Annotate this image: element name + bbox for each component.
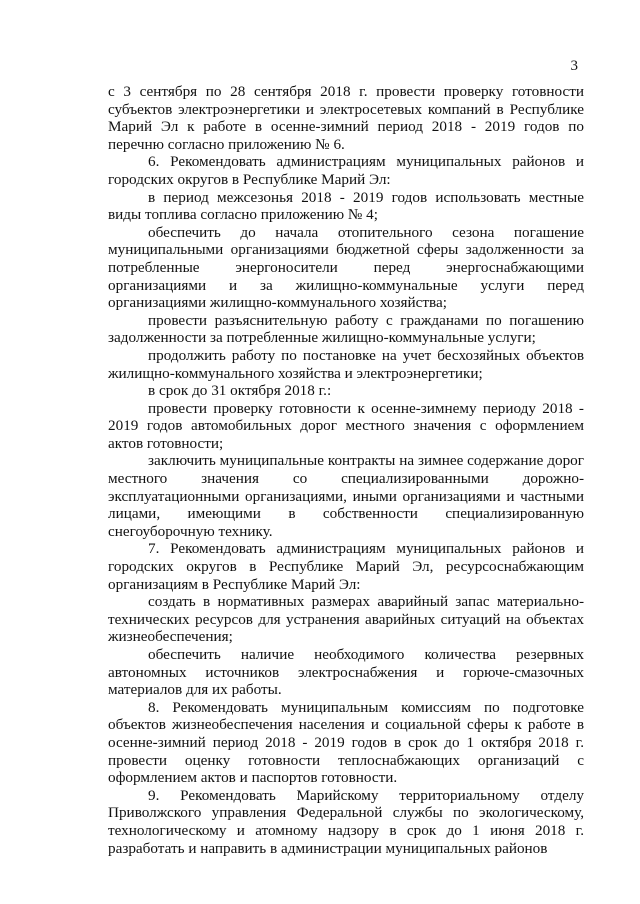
paragraph: обеспечить наличие необходимого количества резервных автономных источников электроснабжения и горюче-смазочных материалов для их работы.: [108, 646, 584, 699]
paragraph: 6. Рекомендовать администрациям муниципальных районов и городских округов в Республике Марий Эл:: [108, 153, 584, 188]
paragraph: в срок до 31 октября 2018 г.:: [148, 382, 332, 400]
paragraph: 9. Рекомендовать Марийскому территориальному отделу Приволжского управления Федеральной службы по экологическому, технологическому и атомному надзору в срок до 1 июня 2018 г. разработать и направить в администрации муниципальных районов: [108, 786, 584, 857]
paragraph: в период межсезонья 2018 - 2019 годов использовать местные виды топлива согласно приложению № 4;: [108, 188, 584, 224]
document-body: [108, 83, 584, 857]
page-number: 3: [570, 58, 578, 74]
paragraph: провести разъяснительную работу с гражданами по погашению задолженности за потребленные жилищно-коммунальные услуги;: [108, 311, 584, 347]
paragraph: 7. Рекомендовать администрациям муниципальных районов и городских округов в Республике Марий Эл, ресурсоснабжающим организациям в Республике Марий Эл:: [108, 540, 584, 593]
paragraph: продолжить работу по постановке на учет бесхозяйных объектов жилищно-коммунального хозяйства и электроэнергетики;: [108, 346, 584, 382]
paragraph: с 3 сентября по 28 сентября 2018 г. провести проверку готовности субъектов электроэнергетики и электросетевых компаний в Республике Марий Эл к работе в осенне-зимний период 2018 - 2019 годов по перечню согласно приложению № 6.: [108, 83, 584, 153]
paragraph: обеспечить до начала отопительного сезона погашение муниципальными организациями бюджетной сферы задолженности за потребленные энергоносители перед энергоснабжающими организациями и за жилищно-коммунальные услуги перед организациями жилищно-коммунального хозяйства;: [108, 223, 584, 312]
paragraph: 8. Рекомендовать муниципальным комиссиям по подготовке объектов жизнеобеспечения населения и социальной сферы к работе в осенне-зимний период 2018 - 2019 годов в срок до 1 октября 2018 г. провести оценку готовности теплоснабжающих организаций с оформлением актов и паспортов готовности.: [108, 698, 584, 787]
paragraph: создать в нормативных размерах аварийный запас материально-технических ресурсов для устранения аварийных ситуаций на объектах жизнеобеспечения;: [108, 593, 584, 646]
paragraph: заключить муниципальные контракты на зимнее содержание дорог местного значения со специализированными дорожно-эксплуатационными организациями, иными организациями и частными лицами, имеющими в собственности специализированную снегоуборочную технику.: [108, 452, 584, 540]
paragraph: провести проверку готовности к осенне-зимнему периоду 2018 - 2019 годов автомобильных дорог местного значения с оформлением актов готовности;: [108, 399, 584, 452]
